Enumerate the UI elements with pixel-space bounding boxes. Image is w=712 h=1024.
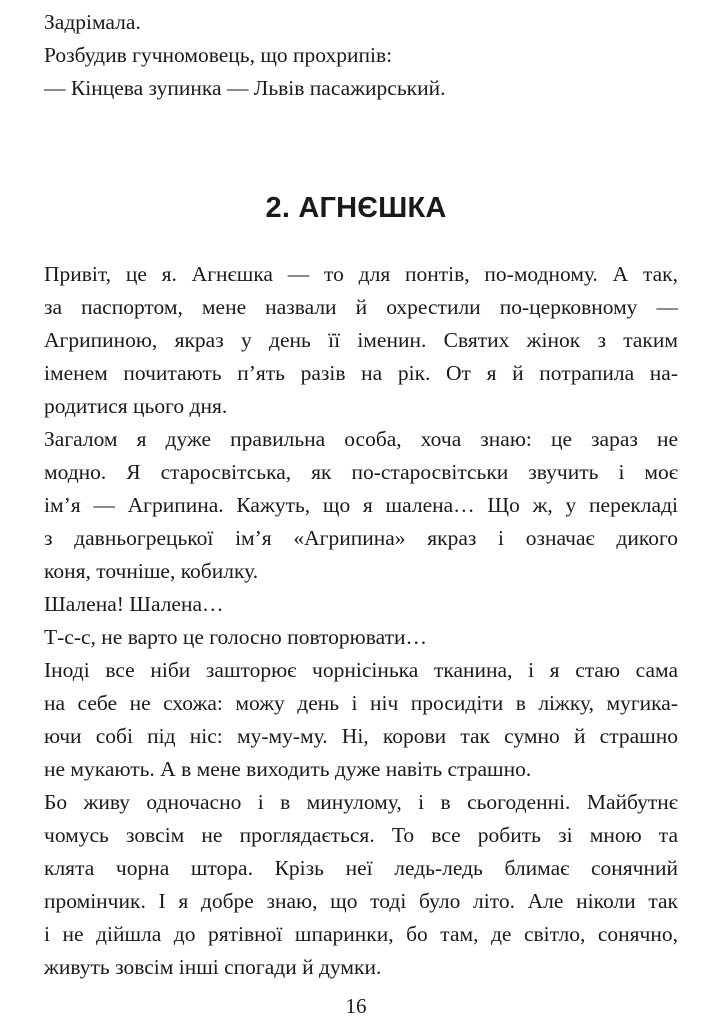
text-line: — Кінцева зупинка — Львів пасажирський. [44, 76, 446, 100]
text-line: Агрипиною, якраз у день її іменин. Святих жінок з таким [44, 328, 678, 352]
text-line: і не дійшла до рятівної шпаринки, бо там, де світло, сонячно, [44, 922, 678, 946]
text-line: чомусь зовсім не проглядається. То все робить зі мною та [44, 823, 678, 847]
text-line: Загалом я дуже правильна особа, хоча знаю: це зараз не [44, 427, 678, 451]
text-line: коня, точніше, кобилку. [44, 559, 259, 583]
text-line: на себе не схожа: можу день і ніч просидіти в ліжку, мугика- [44, 691, 678, 715]
text-line: ім’я — Агрипина. Кажуть, що я шалена… Що ж, у перекладі [44, 493, 678, 517]
chapter-title: 2. АГНЄШКА [265, 192, 447, 224]
text-line: клята чорна штора. Крізь неї ледь-ледь блимає сонячний [44, 856, 678, 880]
page-number: 16 [345, 994, 367, 1018]
text-line: ючи собі під ніс: му-му-му. Ні, корови так сумно й страшно [44, 724, 678, 748]
text-line: живуть зовсім інші спогади й думки. [44, 955, 382, 979]
text-line: промінчик. І я добре знаю, що тоді було літо. Але ніколи так [44, 889, 678, 913]
text-line: Розбудив гучномовець, що прохрипів: [44, 43, 393, 67]
text-line: іменем почитають п’ять разів на рік. От я й потрапила на- [44, 361, 678, 385]
text-line: Привіт, це я. Агнєшка — то для понтів, по-модному. А так, [44, 262, 678, 286]
text-line: Шалена! Шалена… [44, 592, 224, 616]
text-line: з давньогрецької ім’я «Агрипина» якраз і означає дикого [44, 526, 678, 550]
text-line: Іноді все ніби зашторює чорнісінька тканина, і я стаю сама [44, 658, 678, 682]
text-line: Бо живу одночасно і в минулому, і в сьогоденні. Майбутнє [44, 790, 678, 814]
text-line: Задрімала. [44, 10, 141, 34]
previous-chapter-ending [44, 6, 678, 105]
text-line: не мукають. А в мене виходить дуже навіть страшно. [44, 757, 532, 781]
text-line: за паспортом, мене назвали й охрестили по-церковному — [44, 295, 678, 319]
text-line: Т-с-с, не варто це голосно повторювати… [44, 625, 427, 649]
text-line: родитися цього дня. [44, 394, 228, 418]
text-line: модно. Я старосвітська, як по-старосвітськи звучить і моє [44, 460, 678, 484]
chapter-body [44, 258, 678, 984]
